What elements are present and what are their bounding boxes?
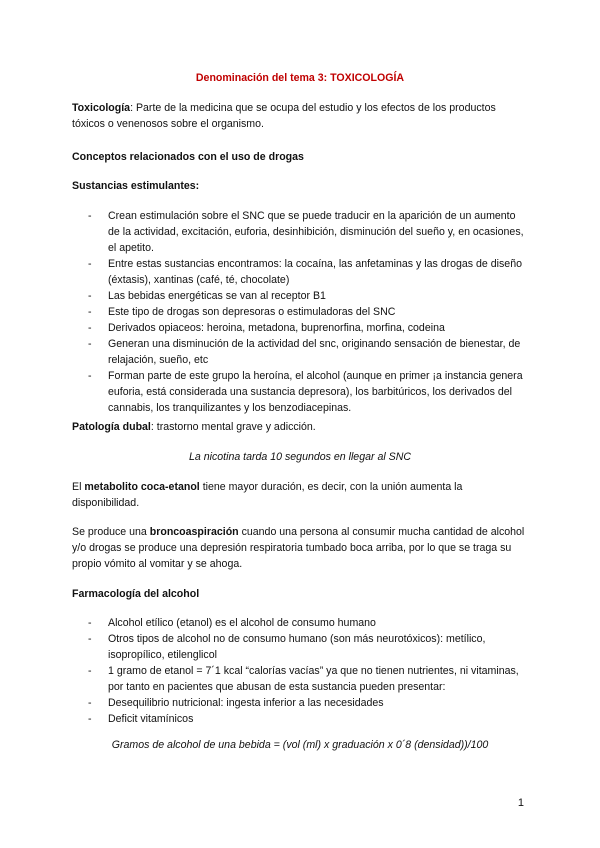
bronchoaspiration-prefix: Se produce una: [72, 526, 150, 538]
definition-paragraph: [72, 100, 528, 132]
dual-pathology-text: : trastorno mental grave y adicción.: [150, 421, 316, 433]
list-item: - Derivados opiaceos: heroina, metadona, buprenorfina, morfina, codeina: [88, 320, 528, 336]
list-item: - Las bebidas energéticas se van al receptor B1: [88, 288, 528, 304]
dual-pathology-term: Patología dubal: [72, 421, 151, 433]
alcohol-list: [88, 615, 528, 727]
definition-text: : Parte de la medicina que se ocupa del estudio y los efectos de los productos tóxicos o venenosos sobre el organismo.: [72, 102, 496, 130]
list-item: - Crean estimulación sobre el SNC que se puede traducir en la aparición de un aumento de la actividad, excitación, euforia, desinhibición, disminución del sueño y, en ocasiones, el apetito.: [88, 208, 528, 256]
bronchoaspiration-term: broncoaspiración: [149, 526, 239, 538]
alcohol-formula: Gramos de alcohol de una bebida = (vol (ml) x graduación x 0´8 (densidad))/100: [111, 739, 489, 751]
metabolite-paragraph: [72, 479, 528, 511]
concepts-heading: Conceptos relacionados con el uso de drogas: [72, 151, 304, 163]
bronchoaspiration-paragraph: [72, 524, 528, 572]
definition-term: Toxicología: [72, 102, 131, 114]
list-item: - Alcohol etílico (etanol) es el alcohol de consumo humano: [88, 615, 528, 631]
list-item: - Este tipo de drogas son depresoras o estimuladoras del SNC: [88, 304, 528, 320]
list-item: - Entre estas sustancias encontramos: la cocaína, las anfetaminas y las drogas de diseño (éxtasis), xantinas (café, té, chocolate): [88, 256, 528, 288]
metabolite-text: tiene mayor duración, es decir, con la unión aumenta la disponibilidad.: [72, 481, 463, 509]
stimulants-list: [88, 208, 528, 416]
nicotine-note: La nicotina tarda 10 segundos en llegar al SNC: [188, 451, 412, 463]
dual-pathology-paragraph: [72, 419, 528, 435]
page-number: 1: [517, 797, 524, 809]
alcohol-heading: Farmacología del alcohol: [72, 588, 200, 600]
metabolite-term: metabolito coca-etanol: [84, 481, 200, 493]
stimulants-heading: Sustancias estimulantes:: [72, 180, 200, 192]
list-item: - Otros tipos de alcohol no de consumo humano (son más neurotóxicos): metílico, isopropílico, etilenglicol: [88, 631, 528, 663]
list-item: - Forman parte de este grupo la heroína, el alcohol (aunque en primer ¡a instancia genera euforia, está considerada una sustancia depresora), los barbitúricos, los derivados del cannabis, los tranquilizantes y los benzodiacepinas.: [88, 368, 528, 416]
bronchoaspiration-text: cuando una persona al consumir mucha cantidad de alcohol y/o drogas se produce una depresión respiratoria tumbado boca arriba, por lo que se traga su propio vómito al vomitar y se ahoga.: [72, 526, 525, 570]
list-item: - Generan una disminución de la actividad del snc, originando sensación de bienestar, de relajación, sueño, etc: [88, 336, 528, 368]
list-item: - Deficit vitamínicos: [88, 711, 528, 727]
list-item: - 1 gramo de etanol = 7´1 kcal “calorías vacías” ya que no tienen nutrientes, ni vitaminas, por tanto en pacientes que abusan de esta sustancia pueden presentar:: [88, 663, 528, 695]
list-item: - Desequilibrio nutricional: ingesta inferior a las necesidades: [88, 695, 528, 711]
page-title: Denominación del tema 3: TOXICOLOGÍA: [195, 72, 405, 84]
metabolite-prefix: El: [72, 481, 85, 493]
